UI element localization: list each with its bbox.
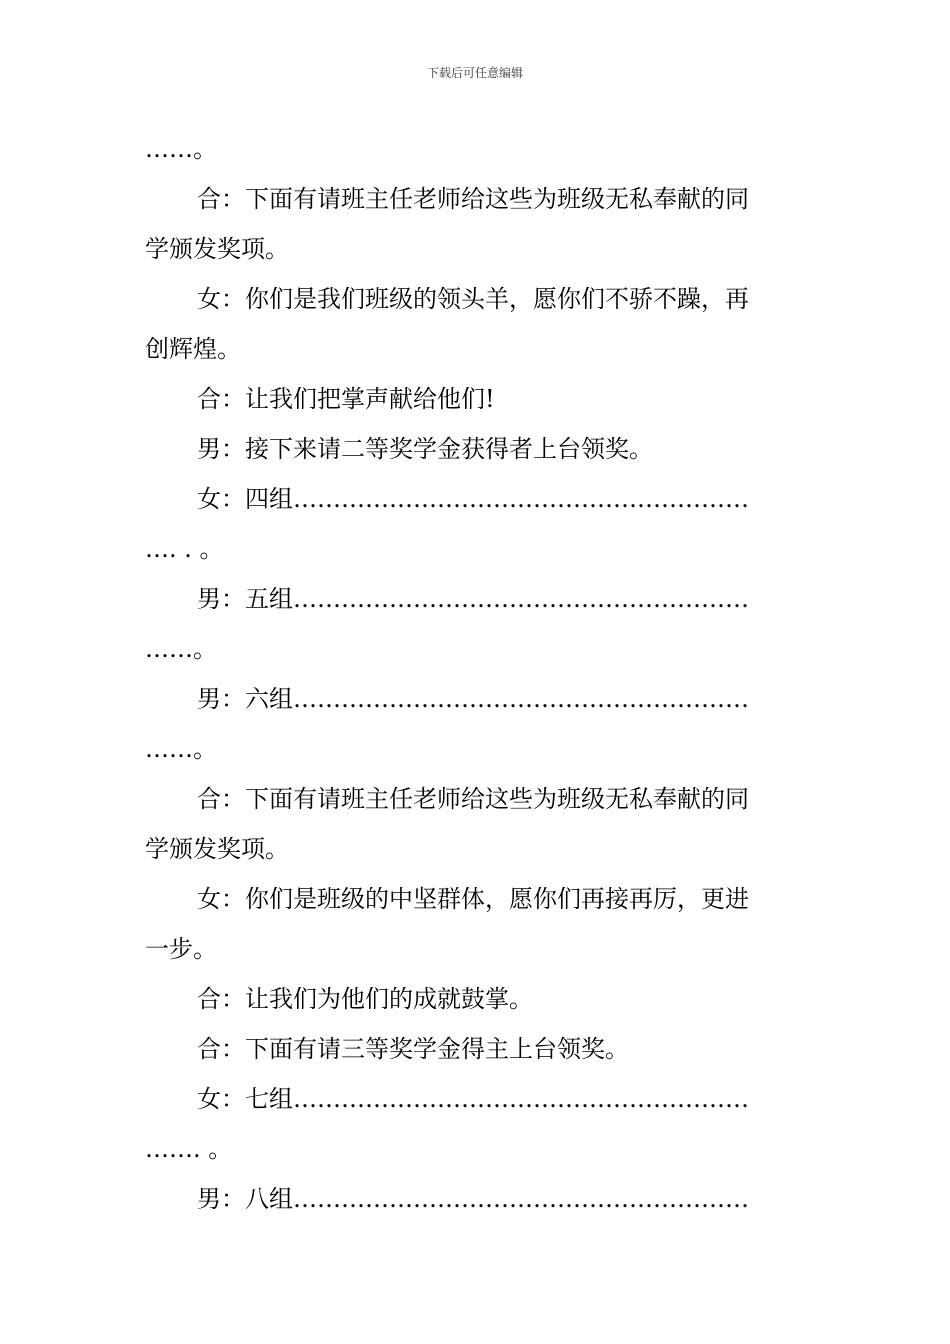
text-line: 男：接下来请二等奖学金获得者上台领奖。 bbox=[197, 435, 653, 463]
text-line: 女：你们是班级的中坚群体，愿你们再接再厉，更进 bbox=[197, 885, 749, 913]
text-line: 合：下面有请班主任老师给这些为班级无私奉献的同 bbox=[197, 185, 749, 213]
text-line: 男：六组………………………………………………… bbox=[197, 685, 749, 713]
text-line: 男：五组………………………………………………… bbox=[197, 585, 749, 613]
text-line: ……. 。 bbox=[145, 1135, 233, 1163]
text-line: 男：八组………………………………………………… bbox=[197, 1185, 749, 1213]
text-line: …. . 。 bbox=[145, 535, 224, 563]
text-line: ……。 bbox=[145, 135, 217, 163]
text-line: 学颁发奖项。 bbox=[145, 235, 289, 263]
page-header: 下载后可任意编辑 bbox=[426, 66, 523, 80]
text-line: 合：下面有请班主任老师给这些为班级无私奉献的同 bbox=[197, 785, 749, 813]
text-line: ……。 bbox=[145, 635, 217, 663]
text-line: 女：你们是我们班级的领头羊，愿你们不骄不躁，再 bbox=[197, 285, 749, 313]
text-line: 合：让我们把掌声献给他们! bbox=[197, 385, 495, 413]
text-line: 学颁发奖项。 bbox=[145, 835, 289, 863]
text-line: ……。 bbox=[145, 735, 217, 763]
text-line: 一步。 bbox=[145, 935, 217, 963]
text-line: 合：让我们为他们的成就鼓掌。 bbox=[197, 985, 533, 1013]
text-line: 合：下面有请三等奖学金得主上台领奖。 bbox=[197, 1035, 629, 1063]
document-body bbox=[145, 124, 805, 1224]
text-line: 创辉煌。 bbox=[145, 335, 241, 363]
text-line: 女：七组………………………………………………… bbox=[197, 1085, 749, 1113]
text-line: 女：四组………………………………………………… bbox=[197, 485, 749, 513]
